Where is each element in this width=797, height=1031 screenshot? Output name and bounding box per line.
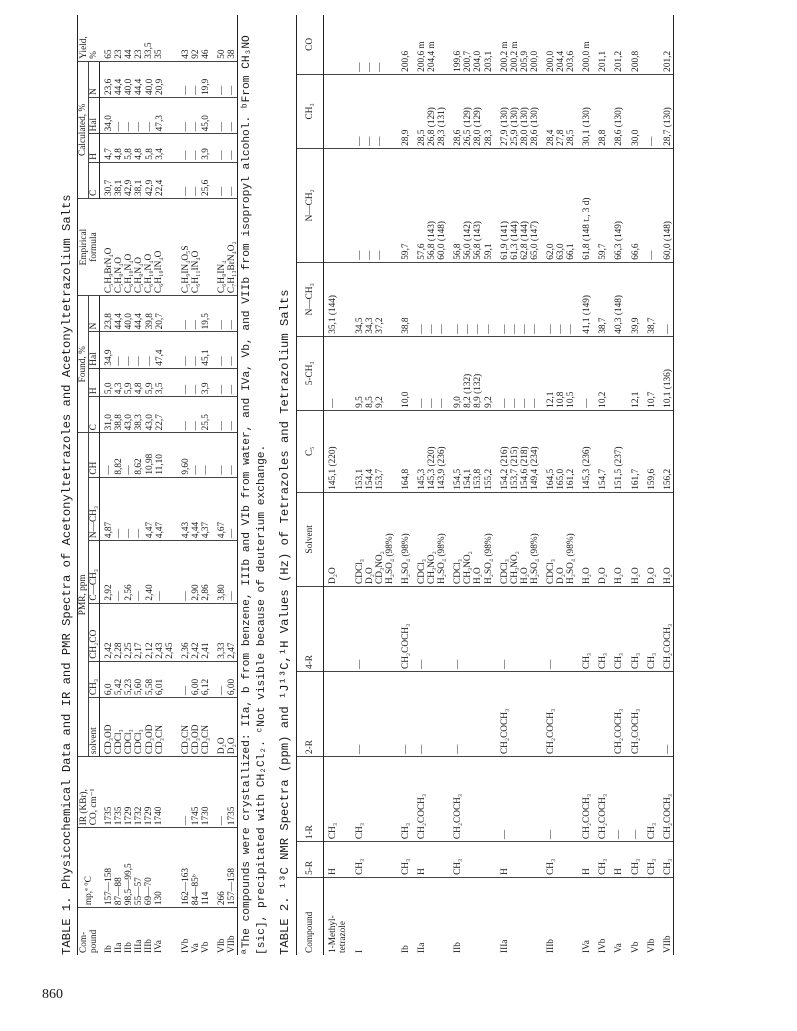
t2-cell-ch3: 28,5 26,8 (129) 28,3 (131) <box>411 74 447 148</box>
t2-cell-4r: — <box>540 586 576 671</box>
t2-cell-ch3: 28,6 (130) <box>608 74 624 148</box>
t2-cell-solvent: D₂O <box>641 492 657 586</box>
t2-cell-5-ch3: — <box>576 336 592 410</box>
table2-caption: TABLE 2. ¹³C NMR Spectra (ppm) and ¹J¹³C,¹H Values (Hz) of Tetrazoles and Tetrazolium Salts <box>278 289 293 955</box>
t2-cell-4r: — <box>349 586 395 671</box>
t2-cell-n-ch3: 35,1 (144) <box>324 262 349 336</box>
t1-cell-yield: 65 23 44 23 33,5 35 <box>100 15 175 61</box>
t1-cell-ir: 1735 1735 1729 1732 1729 1740 <box>100 757 175 828</box>
t2-cell-5-ch3: 9,0 8,2 (132) 8,9 (132) 9,2 <box>447 336 493 410</box>
t1-cell-ir: — 1735 <box>211 757 238 828</box>
t1-cell-compound: Ib IIa IIb IIIa IIIb IVa <box>103 939 165 953</box>
t2-cell-ch3: 28,4 27,8 28,5 <box>540 74 576 148</box>
t1-cell-found-hal: — — 45,1 <box>175 332 211 368</box>
t2-cell-5r: CH₃ <box>592 842 608 878</box>
t1-cell-formula: C₅H₉IN₄O₅S C₆H₁₁IN₄O <box>175 199 211 296</box>
t2-cell-2r <box>576 672 592 757</box>
t2-cell-n-ch2: 66,3 (149) <box>608 148 624 262</box>
t1-cell-formula: C₅H₉BrN₄O C₅H₈N₄O C₆H₁₀N₄O C₅H₈N₄O C₆H₁₀N₄O C₆H₁₀IN₄O <box>100 199 175 296</box>
t2-header-co: CO <box>297 15 324 74</box>
t2-cell-n-ch3: 34,5 34,3 37,2 <box>349 262 395 336</box>
t2-cell-5r: CH₃ <box>625 842 641 878</box>
t1-header-yield: Yield, % <box>78 15 100 61</box>
t1-cell-found-h: — — <box>211 368 238 396</box>
t1-header-calc-n: N <box>89 61 100 97</box>
t1-cell-ch2co: 2,42 2,28 2,25 2,17 2,12 2,43 2,45 <box>100 603 175 661</box>
t2-cell-1r: CH₃ <box>395 757 411 842</box>
t2-cell-n-ch3: — <box>657 262 674 336</box>
t2-cell-compound: Ib <box>400 945 411 953</box>
t2-cell-5-ch3: — — — — <box>494 336 540 410</box>
t1-cell-calc-c: 30,7 38,1 42,9 38,1 42,9 22,4 <box>100 162 175 198</box>
t2-header-1r: 1-R <box>297 757 324 842</box>
t2-cell-1r: CH₃ <box>641 757 657 842</box>
t1-cell-ir: — 1745 1730 <box>175 757 211 828</box>
table-row <box>641 15 657 955</box>
t1-cell-n-ch3: 4,43 4,44 4,37 <box>175 477 211 540</box>
t1-header-c-ch3: C—CH₃ <box>89 541 100 604</box>
t1-header-calc-c: C <box>89 162 100 198</box>
t2-cell-5r: H <box>576 842 592 878</box>
t2-cell-c5: 154,7 <box>592 410 608 492</box>
t2-cell-co: 200,2 m 200,2 m 205,9 200,0 <box>494 15 540 74</box>
t2-cell-4r: — <box>411 586 447 671</box>
t1-header-mp: mp,ª °C <box>78 828 100 908</box>
t2-cell-5r: CH₃ <box>657 842 674 878</box>
t2-cell-compound: IIIa <box>499 939 510 953</box>
t2-cell-co: 201,1 <box>592 15 608 74</box>
t2-cell-5r: H <box>494 842 540 878</box>
t2-cell-co: 200,8 <box>625 15 641 74</box>
t2-cell-1r: — <box>540 757 576 842</box>
t1-cell-calc-n: — — 19,9 <box>175 61 211 97</box>
t2-cell-2r <box>324 672 349 757</box>
table-row <box>411 15 447 955</box>
t2-cell-ch3: — — — <box>349 74 395 148</box>
t2-cell-compound: VIb <box>646 938 657 953</box>
table-row <box>592 15 608 955</box>
t2-cell-co <box>641 15 657 74</box>
t2-header-4r: 4-R <box>297 586 324 671</box>
t2-cell-solvent: H₂O <box>576 492 592 586</box>
t2-cell-2r: — <box>657 672 674 757</box>
t2-cell-n-ch2: — <box>641 148 657 262</box>
t1-cell-calc-h: — — <box>211 134 238 162</box>
t1-cell-yield: 43 92 46 <box>175 15 211 61</box>
t1-cell-calc-hal: — — 45,0 <box>175 98 211 134</box>
t1-header-found-h: H <box>89 368 100 396</box>
t2-cell-n-ch2: 59,7 <box>592 148 608 262</box>
t2-cell-ch3 <box>324 74 349 148</box>
t2-cell-solvent: CDCl₃ D₂O H₂SO₄ (98%) <box>540 492 576 586</box>
t2-cell-5r: CH₃ <box>349 842 395 878</box>
t1-cell-mp: 157—158 87—88 98,5—99,5 55—57 69—70 130 <box>100 828 175 908</box>
page-number: 860 <box>42 987 63 1002</box>
t1-cell-solvent: CD₃OD CDCl₃ CDCl₃ CDCl₃ CD₃OD CD₃CN <box>100 698 175 757</box>
t2-cell-n-ch2: 61,8 (148 t., 3 d) <box>576 148 592 262</box>
t2-cell-n-ch2: 62,0 63,0 66,1 <box>540 148 576 262</box>
t2-cell-solvent: H₂SO₄ (98%) <box>395 492 411 586</box>
t1-cell-ch2co: 2,36 2,42 2,41 <box>175 603 211 661</box>
t2-cell-4r <box>324 586 349 671</box>
t2-cell-compound: 1-Methyl- tetrazole <box>328 915 349 953</box>
t2-cell-2r: CH₂COCH₃ <box>608 672 624 757</box>
t2-cell-n-ch2: 57,6 56,8 (143) 60,0 (148) <box>411 148 447 262</box>
table1-caption: TABLE 1. Physicochemical Data and IR and PMR Spectra of Acetonyltetrazoles and Acetonyltetrazolium Salts <box>60 194 74 955</box>
t2-cell-ch3: 27,9 (130) 25,9 (130) 28,0 (130) 28,6 (130) <box>494 74 540 148</box>
t2-cell-4r: CH₃ <box>625 586 641 671</box>
t2-cell-compound: IIIb <box>546 939 556 953</box>
t2-cell-n-ch3: 38,7 <box>592 262 608 336</box>
t1-header-empirical: Empirical formula <box>78 199 100 296</box>
t2-cell-c5: 153,1 154,4 153,7 <box>349 410 395 492</box>
t2-cell-4r: CH₃ <box>641 586 657 671</box>
t2-cell-solvent: H₂O <box>625 492 641 586</box>
table-row <box>349 15 395 955</box>
table-row <box>395 15 411 955</box>
t2-cell-co: 200,0 m <box>576 15 592 74</box>
t2-cell-co: 200,6 <box>395 15 411 74</box>
t1-cell-found-hal: — — <box>211 332 238 368</box>
t2-cell-co: 200,0 204,4 203,6 <box>540 15 576 74</box>
table1-footnote: ªThe compounds were crystallized: IIa, b from benzene, IIIb and VIb from water, and IVa, Vb, and VIIb from isopropyl alcohol. ᵇFrom CH₃NO [sic], precipitated with CH₂Cl₂. ᶜNot visible because of deuterium exchange. <box>241 35 269 955</box>
t2-cell-1r: CH₂COCH₃ <box>447 757 493 842</box>
t1-cell-found-h: 5,0 4,3 5,9 4,8 5,9 3,5 <box>100 368 175 396</box>
t2-header-compound: Compound <box>297 877 324 955</box>
t2-cell-4r: CH₃ <box>592 586 608 671</box>
t2-cell-ch3: 28,9 <box>395 74 411 148</box>
table-row <box>211 15 238 955</box>
t2-cell-n-ch3: — — — <box>540 262 576 336</box>
t2-cell-n-ch2: 59,7 <box>395 148 411 262</box>
t2-cell-c5: 161,7 <box>625 410 641 492</box>
t2-cell-1r: — <box>608 757 624 842</box>
t2-header-5-ch3: 5-CH₃ <box>297 336 324 410</box>
table-row <box>175 15 211 955</box>
t1-cell-ch: — 8,82 — 8,62 10,98 11,10 <box>100 433 175 477</box>
t1-cell-c-ch3: 3,80 — <box>211 541 238 604</box>
t1-cell-ch3: — 6,00 <box>211 661 238 697</box>
t1-header-ch2co: CH₂CO <box>89 603 100 661</box>
t2-header-c5: C₅ <box>297 410 324 492</box>
t2-header-2r: 2-R <box>297 672 324 757</box>
t2-cell-solvent: D₂O <box>324 492 349 586</box>
t2-cell-c5: 154,5 154,1 153,8 155,2 <box>447 410 493 492</box>
t2-header-n-ch3: N—CH₃ <box>297 262 324 336</box>
t2-cell-c5: 159,6 <box>641 410 657 492</box>
t1-cell-ch: — — <box>211 433 238 477</box>
t2-cell-5-ch3: — <box>324 336 349 410</box>
t2-cell-5r: H <box>608 842 624 878</box>
t2-cell-c5: 145,3 (236) <box>576 410 592 492</box>
table1 <box>77 15 238 955</box>
t2-header-solvent: Solvent <box>297 492 324 586</box>
t1-header-calc-h: H <box>89 134 100 162</box>
t1-cell-found-h: — — 3,9 <box>175 368 211 396</box>
t2-cell-co <box>324 15 349 74</box>
table-row <box>100 15 175 955</box>
t2-cell-c5: 154,2 (216) 153,7 (215) 154,6 (218) 149,4 (234) <box>494 410 540 492</box>
table-row <box>324 15 349 955</box>
t2-cell-4r: CH₂COCH₃ <box>657 586 674 671</box>
t2-cell-compound: I <box>354 949 365 953</box>
t2-cell-n-ch2 <box>324 148 349 262</box>
t2-header-ch3: CH₃ <box>297 74 324 148</box>
t2-cell-compound: IVb <box>598 938 609 953</box>
t2-cell-2r <box>592 672 608 757</box>
table-row <box>608 15 624 955</box>
t2-cell-4r: CH₂COCH₃ <box>395 586 411 671</box>
t1-header-pmr: PMR, ppm <box>78 433 89 757</box>
t2-cell-compound: IVa <box>582 940 593 953</box>
rotated-content <box>60 15 797 955</box>
t1-cell-solvent: D₂O D₂O <box>211 698 238 757</box>
t1-cell-calc-n: 23,6 44,4 40,0 44,4 40,0 20,9 <box>100 61 175 97</box>
t2-cell-solvent: CDCl₃ D₂O CD₃NO₂ H₂SO₄ (98%) <box>349 492 395 586</box>
t1-cell-found-n: — — 19,5 <box>175 296 211 332</box>
t2-cell-5-ch3 <box>608 336 624 410</box>
t1-header-found-hal: Hal <box>89 332 100 368</box>
t2-cell-5-ch3: 9,5 8,5 9,2 <box>349 336 395 410</box>
t1-header-found-c: C <box>89 397 100 433</box>
table2 <box>296 15 674 955</box>
t2-cell-ch3: 30,1 (130) <box>576 74 592 148</box>
t1-cell-ch2co: 3,33 2,47 <box>211 603 238 661</box>
t2-cell-co: — — — <box>349 15 395 74</box>
t2-cell-1r: CH₂COCH₃ <box>576 757 592 842</box>
t1-cell-calc-hal: 34,0 — — — — 47,3 <box>100 98 175 134</box>
t2-cell-compound: Va <box>614 943 625 953</box>
t2-cell-5r: CH₃ <box>641 842 657 878</box>
t2-cell-4r: — <box>447 586 493 671</box>
t2-cell-5-ch3: 12,1 <box>625 336 641 410</box>
t2-header-n-ch2: N—CH₂ <box>297 148 324 262</box>
t2-cell-solvent: CDCl₃ CH₃NO₂ H₂SO₄ (98%) <box>411 492 447 586</box>
t1-cell-ch: 9,60 — — <box>175 433 211 477</box>
t2-cell-5r: H <box>411 842 447 878</box>
t2-cell-2r: — <box>411 672 447 757</box>
t2-cell-1r: — <box>625 757 641 842</box>
t2-cell-2r: CH₂COCH₃ <box>625 672 641 757</box>
t1-cell-found-c: — — 25,5 <box>175 397 211 433</box>
t1-header-found: Found, % <box>78 296 89 433</box>
t1-cell-formula: C₆H₈IN₄ C₇H₁₃BrN₄O₂ <box>211 199 238 296</box>
t2-cell-ch3: 28,8 <box>592 74 608 148</box>
t2-cell-4r: CH₃ <box>576 586 592 671</box>
t2-cell-n-ch3: 38,8 <box>395 262 411 336</box>
t2-cell-n-ch3: 38,7 <box>641 262 657 336</box>
t2-cell-solvent: CDCl₃ CH₃NO₂ H₂O H₂SO₄ (98%) <box>447 492 493 586</box>
t2-cell-n-ch2: 61,9 (141) 61,3 (144) 62,8 (144) 65,0 (147) <box>494 148 540 262</box>
table-row <box>494 15 540 955</box>
t2-cell-c5: 164,8 <box>395 410 411 492</box>
t2-cell-compound: IIb <box>453 942 464 953</box>
t2-cell-1r: CH₃ <box>349 757 395 842</box>
t2-cell-4r: — <box>494 586 540 671</box>
t1-cell-found-n: 23,8 44,4 40,0 44,4 39,8 20,7 <box>100 296 175 332</box>
t2-cell-c5: 151,5 (237) <box>608 410 624 492</box>
t1-cell-mp: 266 157—158 <box>211 828 238 908</box>
t1-cell-yield: 50 38 <box>211 15 238 61</box>
t2-cell-2r: CH₂COCH₃ <box>494 672 540 757</box>
t2-cell-c5: 145,3 145,3 (220) 143,9 (236) <box>411 410 447 492</box>
t1-cell-calc-n: — — <box>211 61 238 97</box>
t2-cell-5r: CH₃ <box>395 842 411 878</box>
t1-cell-c-ch3: — 2,90 2,86 <box>175 541 211 604</box>
t1-cell-calc-hal: — — <box>211 98 238 134</box>
t2-cell-co: 199,6 200,7 204,0 203,1 <box>447 15 493 74</box>
t2-header-5r: 5-R <box>297 842 324 878</box>
t2-cell-c5: 164,5 165,0 161,2 <box>540 410 576 492</box>
t1-header-found-n: N <box>89 296 100 332</box>
t2-cell-co: 201,2 <box>608 15 624 74</box>
t2-cell-1r: CH₂COCH₃ <box>657 757 674 842</box>
t2-cell-4r: CH₃ <box>608 586 624 671</box>
t1-header-calc-hal: Hal <box>89 98 100 134</box>
t2-cell-solvent: D₂O <box>592 492 608 586</box>
t1-cell-found-hal: 34,9 — — — — 47,4 <box>100 332 175 368</box>
t2-cell-2r: — <box>349 672 395 757</box>
t2-cell-n-ch2: 56,8 56,0 (142) 56,8 (143) 59,1 <box>447 148 493 262</box>
t1-cell-calc-c: — — <box>211 162 238 198</box>
t2-cell-co: 201,2 <box>657 15 674 74</box>
t1-cell-found-c: 31,0 38,8 43,0 38,3 43,0 22,7 <box>100 397 175 433</box>
t2-cell-5r: CH₃ <box>540 842 576 878</box>
t2-cell-n-ch3: 40,3 (148) <box>608 262 624 336</box>
t1-cell-compound: IVb Va Vb <box>180 938 212 953</box>
t2-cell-ch3: 28,6 26,5 (129) 28,0 (129) 28,3 <box>447 74 493 148</box>
t1-header-solvent: solvent <box>89 698 100 757</box>
t1-cell-n-ch3: 4,87 — — — 4,47 4,47 <box>100 477 175 540</box>
t2-cell-1r: CH₂COCH₃ <box>592 757 608 842</box>
table-row <box>657 15 674 955</box>
t1-header-n-ch3: N—CH₃ <box>89 477 100 540</box>
t2-cell-5-ch3: 10,2 <box>592 336 608 410</box>
table-row <box>447 15 493 955</box>
t1-cell-found-n: — — <box>211 296 238 332</box>
t2-cell-n-ch3: — — — <box>411 262 447 336</box>
t2-cell-5-ch3: 12,1 10,8 10,5 <box>540 336 576 410</box>
t1-cell-ch3: 6,0 5,42 5,23 5,60 5,58 6,01 <box>100 661 175 697</box>
t1-cell-ch3: — 6,00 6,12 <box>175 661 211 697</box>
t2-cell-n-ch2: — — — <box>349 148 395 262</box>
t2-cell-compound: IIa <box>416 942 427 953</box>
t2-cell-ch3: 30,0 <box>625 74 641 148</box>
t2-cell-n-ch2: 60,0 (148) <box>657 148 674 262</box>
t2-cell-5-ch3: 10,7 <box>641 336 657 410</box>
t1-cell-compound: VIb VIIb <box>211 908 238 955</box>
table-row <box>540 15 576 955</box>
t2-cell-n-ch3: — — — — <box>447 262 493 336</box>
table-row <box>625 15 641 955</box>
t1-cell-calc-h: — — 3,9 <box>175 134 211 162</box>
t2-cell-n-ch3: 41,1 (149) <box>576 262 592 336</box>
t2-cell-5r: H <box>324 842 349 878</box>
t2-cell-5r: CH₃ <box>447 842 493 878</box>
t2-cell-co: 200,6 m 204,4 m <box>411 15 447 74</box>
t1-cell-solvent: CD₃CN CD₃OD CD₃CN <box>175 698 211 757</box>
t2-cell-1r: CH₂COCH₃ <box>411 757 447 842</box>
t2-cell-c5: 145,1 (220) <box>324 410 349 492</box>
t1-cell-found-c: — — <box>211 397 238 433</box>
t2-cell-2r: — <box>395 672 411 757</box>
table-row <box>576 15 592 955</box>
t1-header-ch3: CH₃ <box>89 661 100 697</box>
t2-cell-solvent: H₂O <box>608 492 624 586</box>
t2-cell-compound: Vb <box>630 941 641 953</box>
t2-cell-n-ch2: 66,6 <box>625 148 641 262</box>
t2-cell-2r: CH₂COCH₃ <box>540 672 576 757</box>
t1-header-ch: CH <box>89 433 100 477</box>
t2-cell-5-ch3: — — — <box>411 336 447 410</box>
t1-cell-calc-c: — — 25,6 <box>175 162 211 198</box>
t2-cell-n-ch3: — — — — <box>494 262 540 336</box>
t2-cell-c5: 156,2 <box>657 410 674 492</box>
t2-cell-5-ch3: 10,1 (136) <box>657 336 674 410</box>
t1-header-compound: Com- pound <box>78 908 100 955</box>
t2-cell-1r: — <box>494 757 540 842</box>
t1-cell-calc-h: 4,7 4,8 5,8 4,8 5,8 3,4 <box>100 134 175 162</box>
t2-cell-compound: VIIb <box>657 877 674 955</box>
t2-cell-ch3: — <box>641 74 657 148</box>
t2-cell-2r <box>641 672 657 757</box>
t2-cell-2r: — <box>447 672 493 757</box>
t1-header-calculated: Calculated, % <box>78 61 89 198</box>
t2-cell-1r: CH₃ <box>324 757 349 842</box>
t2-cell-ch3: 28,7 (130) <box>657 74 674 148</box>
t2-cell-solvent: CDCl₃ CH₃NO₂ H₂O H₂SO₄ (98%) <box>494 492 540 586</box>
t2-cell-5-ch3: 10,0 <box>395 336 411 410</box>
t2-cell-solvent: H₂O <box>657 492 674 586</box>
t1-cell-n-ch3: 4,67 — <box>211 477 238 540</box>
t1-header-ir: IR (KBr), CO, cm⁻¹ <box>78 757 100 828</box>
t1-cell-c-ch3: 2,92 — 2,56 — 2,40 — <box>100 541 175 604</box>
t1-cell-mp: 162—163 84—85ᵇ 114 <box>175 828 211 908</box>
t2-cell-n-ch3: 39,9 <box>625 262 641 336</box>
